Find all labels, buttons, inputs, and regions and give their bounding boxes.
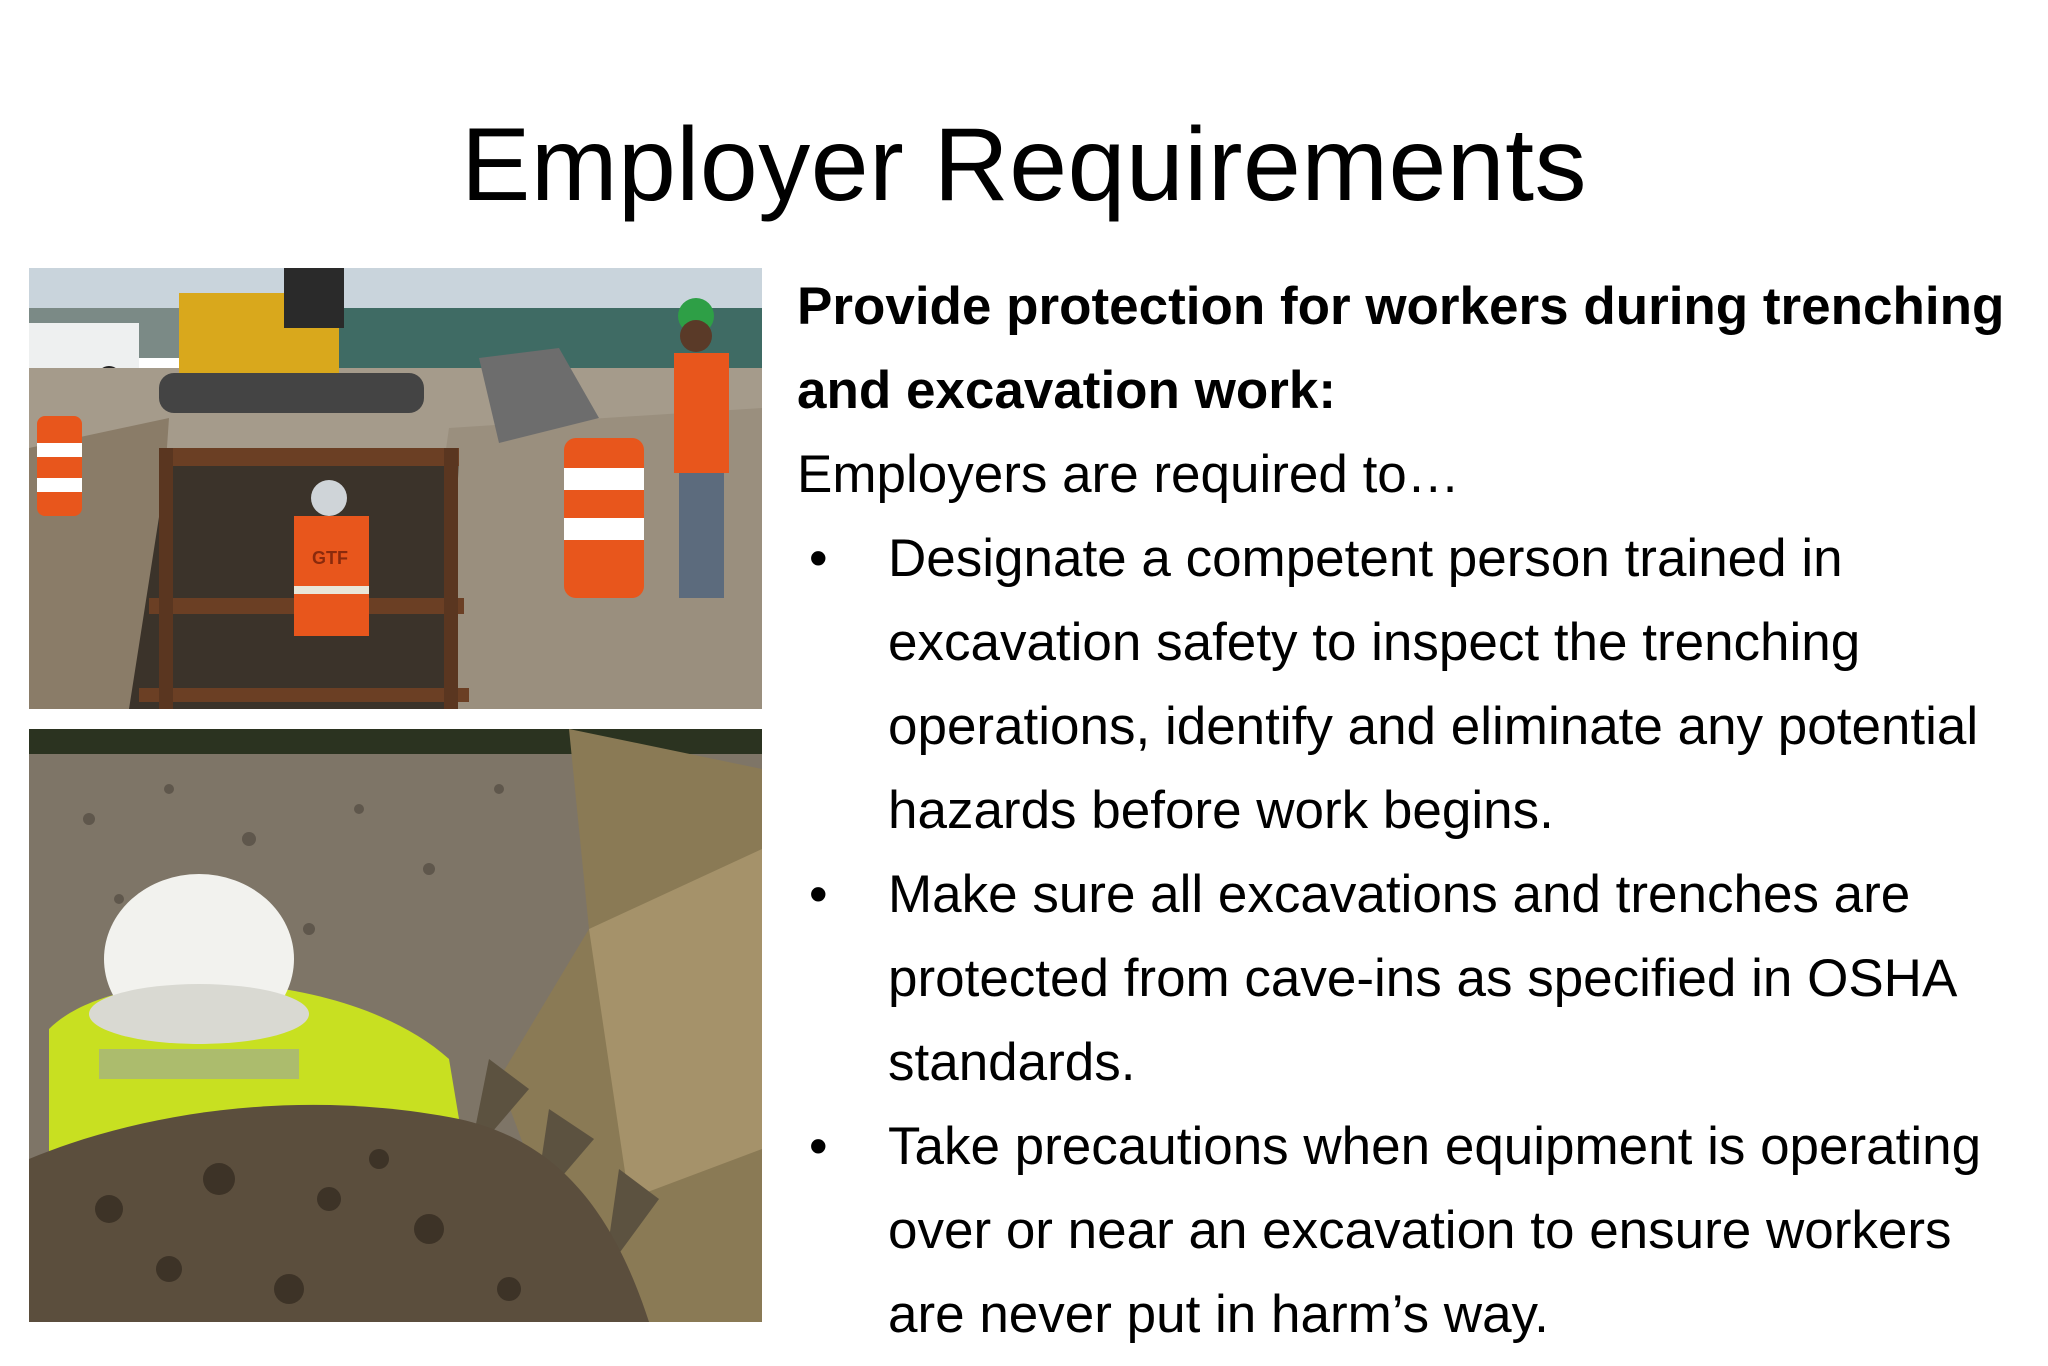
excavation-worker-photo-illustration: [29, 729, 762, 1322]
list-item: [797, 1105, 2027, 1357]
bullet-marker: •: [809, 865, 828, 924]
bullet-text: Designate a competent person trained in excavation safety to inspect the trenching operations, identify and eliminate any potential hazards before work begins.: [888, 529, 1979, 840]
bullet-text: Make sure all excavations and trenches are protected from cave-ins as specified in OSHA standards.: [888, 865, 1955, 1092]
bullet-text: Take precautions when equipment is operating over or near an excavation to ensure workers are never put in harm’s way.: [888, 1117, 1982, 1344]
bullet-marker: •: [809, 529, 828, 588]
list-item: [797, 517, 2027, 853]
bullet-marker: •: [809, 1117, 828, 1176]
intro-text: Employers are required to…: [797, 445, 1460, 504]
vest-lettering: GTF: [312, 548, 348, 568]
slide-heading: Provide protection for workers during trenching and excavation work:: [797, 277, 2005, 420]
slide-title: Employer Requirements: [460, 107, 1588, 223]
trench-photo-illustration: [29, 268, 762, 709]
requirements-list: [797, 517, 2027, 1357]
excavation-worker-photo: [29, 729, 762, 1322]
slide-body: [797, 265, 2027, 1357]
list-item: [797, 853, 2027, 1105]
trench-photo: [29, 268, 762, 709]
